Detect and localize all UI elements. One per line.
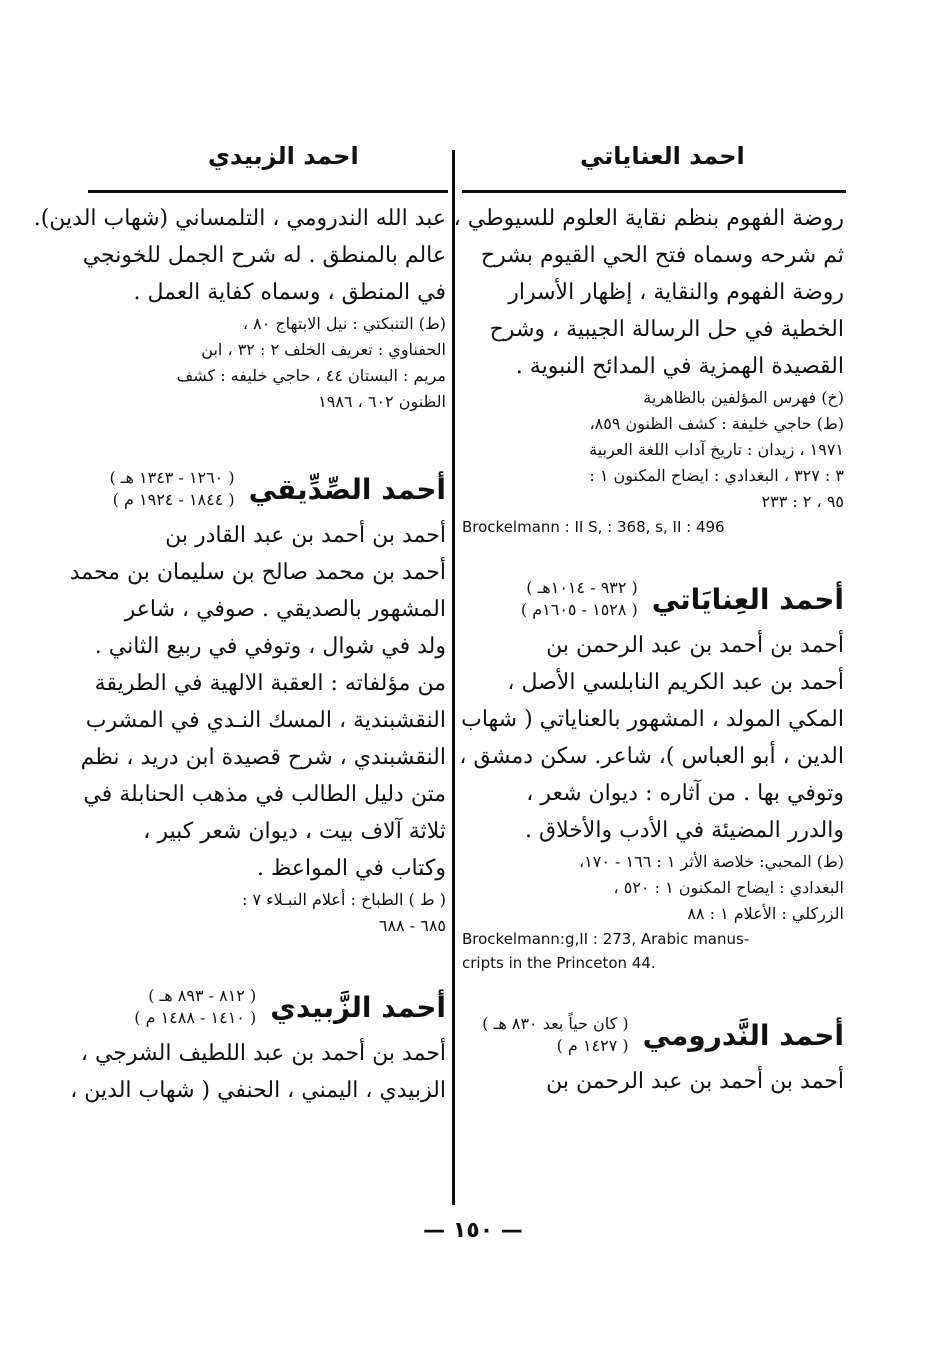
text-line: عبد الله الندرومي ، التلمساني (شهاب الدين). xyxy=(33,206,446,231)
entry-heading xyxy=(84,467,446,511)
text-line: في المنطق ، وسماه كفاية العمل . xyxy=(133,280,446,305)
text-line: أحمد بن أحمد بن عبد اللطيف الشرجي ، xyxy=(80,1041,446,1066)
text-line: وكتاب في المواعظ . xyxy=(257,856,446,881)
dates-ad: ( ١٨٤٤ - ١٩٢٤ م ) xyxy=(112,490,235,509)
entry-dates xyxy=(482,1013,628,1057)
dates-hijri: ( ٨١٢ - ٨٩٣ هـ ) xyxy=(148,986,257,1005)
text-line: النقشبندية ، المسك النـدي في المشرب xyxy=(85,708,446,733)
entry-name: أحمد العِنايَاتي xyxy=(651,582,844,616)
reference-line: الظنون ٦٠٢ ، ١٩٨٦ xyxy=(318,392,446,411)
dates-ad: ( ١٤١٠ - ١٤٨٨ م ) xyxy=(134,1008,257,1027)
reference-line: (ط) حاجي خليفة : كشف الظنون ٨٥٩، xyxy=(589,414,844,433)
text-line: وتوفي بها . من آثاره : ديوان شعر ، xyxy=(526,781,844,806)
reference-line: (ط) التنبكتي : نيل الابتهاج ٨٠ ، xyxy=(242,314,446,333)
latin-reference: Brockelmann : II S, : 368, s, II : 496 xyxy=(462,518,725,536)
text-line: الخطية في حل الرسالة الجيبية ، وشرح xyxy=(489,317,844,342)
text-line: المشهور بالصديقي . صوفي ، شاعر xyxy=(124,597,446,622)
left-column xyxy=(33,200,446,1109)
text-line: عالم بالمنطق . له شرح الجمل للخونجي xyxy=(82,243,446,268)
running-head-right: احمد العناياتي xyxy=(580,142,745,170)
text-line: أحمد بن أحمد بن عبد الرحمن بن xyxy=(546,1069,844,1094)
text-line: الدين ، أبو العباس )، شاعر. سكن دمشق ، xyxy=(459,744,844,769)
reference-line: ٦٨٥ - ٦٨٨ xyxy=(378,916,446,935)
dates-ad: ( ١٤٢٧ م ) xyxy=(556,1036,629,1055)
header-rule-right xyxy=(462,190,846,193)
text-line: ثلاثة آلاف بيت ، ديوان شعر كبير ، xyxy=(143,819,446,844)
reference-line: (خ) فهرس المؤلفين بالظاهرية xyxy=(643,388,844,407)
entry-heading xyxy=(84,985,446,1029)
text-line: ولد في شوال ، وتوفي في ربيع الثاني . xyxy=(94,634,446,659)
text-line: المكي المولد ، المشهور بالعناياتي ( شهاب xyxy=(461,707,844,732)
entry-dates xyxy=(134,985,256,1029)
entry-heading xyxy=(462,1013,844,1057)
dates-hijri: ( ١٢٦٠ - ١٣٤٣ هـ ) xyxy=(109,468,235,487)
text-line: من مؤلفاته : العقبة الالهية في الطريقة xyxy=(94,671,446,696)
text-line: أحمد بن أحمد بن عبد الرحمن بن xyxy=(546,633,844,658)
reference-line: البغدادي : ايضاح المكنون ١ : ٥٢٠ ، xyxy=(613,878,844,897)
text-line: والدرر المضيئة في الأدب والأخلاق . xyxy=(525,818,844,843)
dates-hijri: ( ٩٣٢ - ١٠١٤هـ ) xyxy=(526,578,638,597)
reference-line: ٣ : ٣٢٧ ، البغدادي : ايضاح المكنون ١ : xyxy=(589,466,844,485)
entry-dates xyxy=(109,467,234,511)
text-line: النقشبندي ، شرح قصيدة ابن دريد ، نظم xyxy=(80,745,446,770)
text-line: روضة الفهوم بنظم نقاية العلوم للسيوطي ، xyxy=(453,206,844,231)
text-line: أحمد بن محمد صالح بن سليمان بن محمد xyxy=(69,560,446,585)
text-line: الزبيدي ، اليمني ، الحنفي ( شهاب الدين ، xyxy=(70,1078,446,1103)
dates-hijri: ( كان حياً بعد ٨٣٠ هـ ) xyxy=(482,1014,629,1033)
dates-ad: ( ١٥٢٨ - ١٦٠٥م ) xyxy=(520,600,638,619)
reference-line: ١٩٧١ ، زيدان : تاريخ آداب اللغة العربية xyxy=(589,440,844,459)
page-number: — ١٥٠ — xyxy=(423,1218,523,1243)
latin-reference: Brockelmann:g,II : 273, Arabic manus- xyxy=(462,930,750,948)
text-line: أحمد بن عبد الكريم النابلسي الأصل ، xyxy=(507,670,844,695)
entry-dates xyxy=(521,577,638,621)
reference-line: مريم : البستان ٤٤ ، حاجي خليفه : كشف xyxy=(176,366,446,385)
latin-reference: cripts in the Princeton 44. xyxy=(462,954,656,972)
text-line: أحمد بن أحمد بن عبد القادر بن xyxy=(165,523,446,548)
entry-name: أحمد النَّدرومي xyxy=(642,1018,844,1052)
column-divider xyxy=(452,150,455,1205)
entry-name: أحمد الزَّبيدي xyxy=(270,990,446,1024)
running-head-left: احمد الزبيدي xyxy=(208,142,359,170)
text-line: ثم شرحه وسماه فتح الحي القيوم بشرح xyxy=(480,243,844,268)
reference-line: الحفناوي : تعريف الخلف ٢ : ٣٢ ، ابن xyxy=(201,340,446,359)
entry-name: أحمد الصِّدِّيقي xyxy=(248,472,446,506)
reference-line: (ط) المحبي: خلاصة الأثر ١ : ١٦٦ - ١٧٠، xyxy=(579,852,844,871)
right-column xyxy=(453,200,844,1100)
text-line: القصيدة الهمزية في المدائح النبوية . xyxy=(515,354,844,379)
header-rule-left xyxy=(88,190,448,193)
reference-line: ٩٥ ، ٢ : ٢٣٣ xyxy=(761,492,844,511)
reference-line: الزركلي : الأعلام ١ : ٨٨ xyxy=(687,904,844,923)
reference-line: ( ط ) الطباخ : أعلام النبـلاء ٧ : xyxy=(241,890,446,909)
text-line: روضة الفهوم والنقاية ، إظهار الأسرار xyxy=(508,280,844,305)
text-line: متن دليل الطالب في مذهب الحنابلة في xyxy=(83,782,446,807)
entry-heading xyxy=(462,577,844,621)
